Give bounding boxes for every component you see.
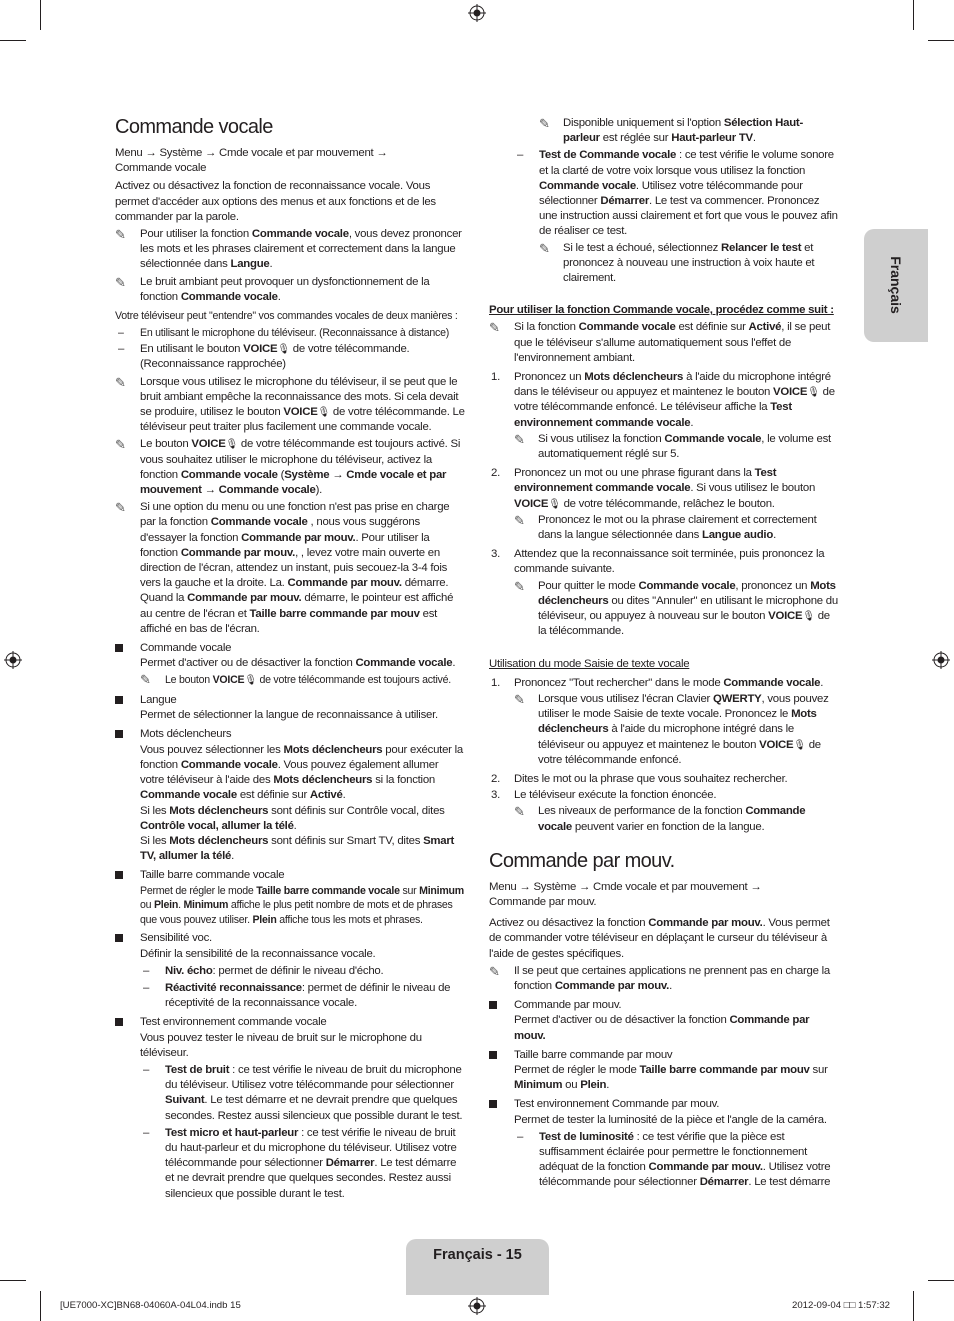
list-item: [489, 998, 839, 1013]
bullet-title: Taille barre commande vocale: [140, 869, 285, 882]
mic-icon: 🎙: [277, 344, 290, 356]
bullet-title: Langue: [140, 694, 177, 707]
crop-mark: [913, 1291, 914, 1321]
registration-mark-icon: [468, 4, 486, 22]
note: ✎ Lorsque vous utilisez l'écran Clavier QWERTY, vous pouvez utiliser le mode Saisie de texte vocale. Prononcez le Mots déclencheurs à l'aide du microphone intégré dans le téléviseur ou appuyez et maintenez le bouton VOICE🎙 de votre télécommande enfoncé.: [514, 691, 829, 766]
list-item: 1. Prononcez un Mots déclencheurs à l'aide du microphone intégré dans le téléviseur ou appuyez et maintenez le bouton VOICE🎙 de votre télécommande enfoncé. Le téléviseur affiche la Test environnement commande vocale.: [491, 371, 835, 429]
crop-mark: [913, 0, 914, 30]
note: ✎ Si vous utilisez la fonction Commande vocale, le volume est automatiquement réglé sur 5.: [514, 431, 831, 461]
list-item: [115, 1015, 465, 1030]
bullet-title: Commande vocale: [140, 642, 232, 655]
registration-mark-icon: [932, 651, 950, 669]
list-item: – Test micro et haut-parleur : ce test vérifie le niveau de bruit du haut-parleur et du microphone du téléviseur. Utilisez votre télécommande pour sélectionner Démarrer. Le test démarre et ne devrait prendre que quelques secondes. Restez aussi silencieux que possible durant le test.: [143, 1126, 457, 1200]
note: ✎ Le bouton VOICE🎙 de votre télécommande est toujours activé.: [140, 672, 451, 688]
bullet-text: Permet de régler le mode Taille barre commande vocale sur Minimum ou Plein. Minimum affiche le plus petit nombre de mots et de phrases que vous pouvez utiliser. Plein affiche tous les mots et phrases.: [140, 884, 464, 926]
two-ways-text: Votre téléviseur peut "entendre" vos commandes vocales de deux manières :: [115, 310, 458, 323]
bullet-title: Mots déclencheurs: [140, 728, 232, 741]
list-item: – En utilisant le microphone du téléviseur. (Reconnaissance à distance): [118, 326, 449, 339]
section-title: Commande vocale: [115, 116, 273, 138]
pencil-icon: ✎: [115, 274, 126, 290]
list-item: 2. Dites le mot ou la phrase que vous souhaitez rechercher.: [491, 772, 788, 785]
crop-mark: [40, 0, 41, 30]
bullet-title: Sensibilité voc.: [140, 932, 212, 945]
bullet-text: Permet de régler le mode Taille barre commande par mouv sur Minimum ou Plein.: [514, 1063, 828, 1092]
crop-mark: [0, 40, 26, 41]
procedure-title: Pour utiliser la fonction Commande vocale, procédez comme suit :: [489, 304, 834, 317]
note: ✎ Si une option du menu ou une fonction n'est pas prise en charge par la fonction Commande vocale , nous vous suggérons d'essayer la fonction Commande par mouv.. Pour utiliser la fonction Commande par mouv., , levez votre main ouverte en direction de l'écran, attendez un instant, puis secouez-la 3-4 fois vers la gauche et la droite. La. Commande par mouv. démarre. Quand la Commande par mouv. démarre, le pointeur est affiché au centre de l'écran et Taille barre commande par mouv est affiché en bas de l'écran.: [115, 500, 454, 635]
left-column: [115, 115, 465, 1202]
note-text: Le bouton: [165, 674, 210, 687]
list-item: [115, 931, 465, 946]
list-item: [115, 868, 465, 883]
bullet-title: Taille barre commande par mouv: [514, 1048, 673, 1061]
list-item: – En utilisant le bouton VOICE🎙 de votre télécommande. (Reconnaissance rapprochée): [118, 343, 410, 371]
pencil-icon: ✎: [539, 116, 550, 131]
list-item: 1. Prononcez "Tout rechercher" dans le mode Commande vocale.: [491, 676, 824, 689]
list-item: 3. Attendez que la reconnaissance soit terminée, puis prononcez la commande suivante.: [491, 548, 825, 576]
bullet-text: Vous pouvez sélectionner les Mots déclencheurs pour exécuter la fonction Commande vocale. Vous pouvez également allumer votre téléviseur à l'aide des Mots déclencheurs si la fonction Commande vocale est définie sur Activé.: [140, 743, 463, 802]
note: ✎ Disponible uniquement si l'option Sélection Haut-parleur est réglée sur Haut-parleur TV.: [539, 116, 804, 145]
pencil-icon: ✎: [514, 431, 525, 447]
pencil-icon: ✎: [539, 240, 550, 256]
bullet-title: Test environnement commande vocale: [140, 1016, 327, 1029]
list-item: [115, 693, 465, 708]
pencil-icon: ✎: [514, 691, 525, 707]
note: ✎ Si la fonction Commande vocale est définie sur Activé, il se peut que le téléviseur s'allume automatiquement sous l'effet de l'environnement ambiant.: [489, 320, 831, 364]
crop-mark: [40, 1291, 41, 1321]
bullet-text: Permet de sélectionner la langue de reconnaissance à utiliser.: [140, 709, 438, 722]
list-item: [489, 1097, 839, 1112]
pencil-icon: ✎: [115, 437, 126, 453]
bullet-text: Si les Mots déclencheurs sont définis sur Smart TV, dites Smart TV, allumer la télé.: [140, 834, 455, 863]
list-item: [115, 641, 465, 656]
bullet-text: Permet de tester la luminosité de la pièce et l'angle de la caméra.: [514, 1113, 827, 1126]
note: ✎ Le bouton VOICE🎙 de votre télécommande est toujours activé. Si vous souhaitez utiliser le microphone du téléviseur, activez la fonction Commande vocale (Système → Cmde vocale et par mouvement → Commande vocale).: [115, 437, 461, 497]
list-item: 2. Prononcez un mot ou une phrase figurant dans la Test environnement commande vocale. Si vous utilisez le bouton VOICE🎙 de votre télécommande, relâchez le bouton.: [491, 467, 816, 510]
bullet-text: Si les Mots déclencheurs sont définis sur Contrôle vocal, dites Contrôle vocal, allumer la télé.: [140, 804, 445, 832]
footer-timestamp: 2012-09-04 □□ 1:57:32: [792, 1300, 891, 1311]
menu-path: Menu → Système → Cmde vocale et par mouvement → Commande vocale: [115, 147, 388, 175]
bullet-text: Permet d'activer ou de désactiver la fonction Commande vocale.: [140, 657, 456, 670]
footer-file: [UE7000-XC]BN68-04060A-04L04.indb 15: [60, 1300, 241, 1311]
bullet-text: Définir la sensibilité de la reconnaissance vocale.: [140, 947, 376, 960]
intro-text: Activez ou désactivez la fonction Commande par mouv.. Vous permet de commander votre téléviseur en déplaçant le curseur du téléviseur à l'aide de gestes spécifiques.: [489, 917, 830, 960]
crop-mark: [928, 40, 954, 41]
list-item: – Test de bruit : ce test vérifie le niveau de bruit du microphone du téléviseur. Utilisez votre télécommande pour sélectionner Suivant. Le test démarre et ne devrait prendre que quelques secondes. Restez aussi silencieux que possible durant le test.: [143, 1063, 463, 1122]
list-item: [115, 727, 465, 742]
language-tab-label: Français: [888, 256, 904, 314]
pencil-icon: ✎: [489, 963, 500, 979]
pencil-icon: ✎: [115, 227, 126, 243]
crop-mark: [0, 1280, 26, 1281]
intro-text-part: Activez ou désactivez la fonction: [489, 917, 646, 930]
bullet-title: Test environnement Commande par mouv.: [514, 1098, 720, 1111]
page-number-tab: [406, 1239, 549, 1295]
section-title: Commande par mouv.: [489, 849, 675, 872]
bullet-title: Commande par mouv.: [514, 999, 622, 1012]
pencil-icon: ✎: [115, 374, 126, 390]
pencil-icon: ✎: [140, 672, 151, 688]
bullet-text: Vous pouvez tester le niveau de bruit sur le microphone du téléviseur.: [140, 1031, 422, 1059]
crop-mark: [928, 1280, 954, 1281]
note: ✎ Le bruit ambiant peut provoquer un dysfonctionnement de la fonction Commande vocale.: [115, 274, 430, 303]
note: ✎ Il se peut que certaines applications ne prennent pas en charge la fonction Commande par mouv..: [489, 963, 830, 992]
bullet-text: Permet d'activer ou de désactiver la fonction Commande par mouv.: [514, 1014, 810, 1042]
page-number: Français - 15: [433, 1247, 522, 1263]
pencil-icon: ✎: [514, 578, 525, 594]
registration-mark-icon: [4, 651, 22, 669]
menu-path: Menu → Système → Cmde vocale et par mouvement → Commande par mouv.: [489, 880, 762, 908]
pencil-icon: ✎: [514, 512, 525, 528]
right-column: [489, 115, 839, 1191]
registration-mark-icon: [468, 1297, 486, 1315]
note: ✎ Si le test a échoué, sélectionnez Relancer le test et prononcez à nouveau une instruction à voix haute et clairement.: [539, 240, 815, 285]
list-item: – Test de Commande vocale : ce test vérifie le volume sonore et la clarté de votre voix lorsque vous utilisez la fonction Commande vocale. Utilisez votre télécommande pour sélectionner Démarrer. Le test va commencer. Prononcez une instruction aussi clairement et fort que vous le pouvez afin de réaliser ce test.: [517, 149, 838, 238]
text-mode-title: Utilisation du mode Saisie de texte vocale: [489, 657, 690, 670]
note: ✎ Les niveaux de performance de la fonction Commande vocale peuvent varier en fonction de la langue.: [514, 804, 806, 833]
note: ✎ Prononcez le mot ou la phrase clairement et correctement dans la langue sélectionnée dans Langue audio.: [514, 512, 817, 542]
pencil-icon: ✎: [489, 320, 500, 336]
pencil-icon: ✎: [514, 804, 525, 820]
intro-text: Activez ou désactivez la fonction de reconnaissance vocale. Vous permet d'accéder aux options des menus et aux fonctions et de les commander par la parole.: [115, 180, 436, 223]
note: ✎ Lorsque vous utilisez le microphone du téléviseur, il se peut que le bruit ambiant empêche la reconnaissance des mots. Si cela devait se produire, utilisez le bouton VOICE🎙 de votre télécommande. Le téléviseur peut traiter plus facilement une commande vocale.: [115, 374, 465, 434]
list-item: [489, 1048, 839, 1063]
list-item: – Test de luminosité : ce test vérifie que la pièce est suffisamment éclairée pour permettre le fonctionnement adéquat de la fonction Commande par mouv.. Utilisez votre télécommande pour sélectionner Démarrer. Le test démarre: [517, 1130, 831, 1189]
list-item: – Réactivité reconnaissance: permet de définir le niveau de réceptivité de la reconnaissance vocale.: [143, 981, 451, 1010]
list-item: 3. Le téléviseur exécute la fonction énoncée.: [491, 789, 717, 802]
note: ✎ Pour utiliser la fonction Commande vocale, vous devez prononcer les mots et les phrases clairement et correctement dans la langue sélectionnée dans Langue.: [115, 227, 462, 271]
note: ✎ Pour quitter le mode Commande vocale, prononcez un Mots déclencheurs ou dites "Annuler" en utilisant le microphone du téléviseur, ou appuyez à nouveau sur le bouton VOICE🎙 de la télécommande.: [514, 578, 838, 638]
bullet-text-part: Permet d'activer ou de désactiver la fonction: [140, 657, 353, 670]
list-item: – Niv. écho: permet de définir le niveau d'écho.: [143, 964, 384, 977]
pencil-icon: ✎: [115, 500, 126, 516]
